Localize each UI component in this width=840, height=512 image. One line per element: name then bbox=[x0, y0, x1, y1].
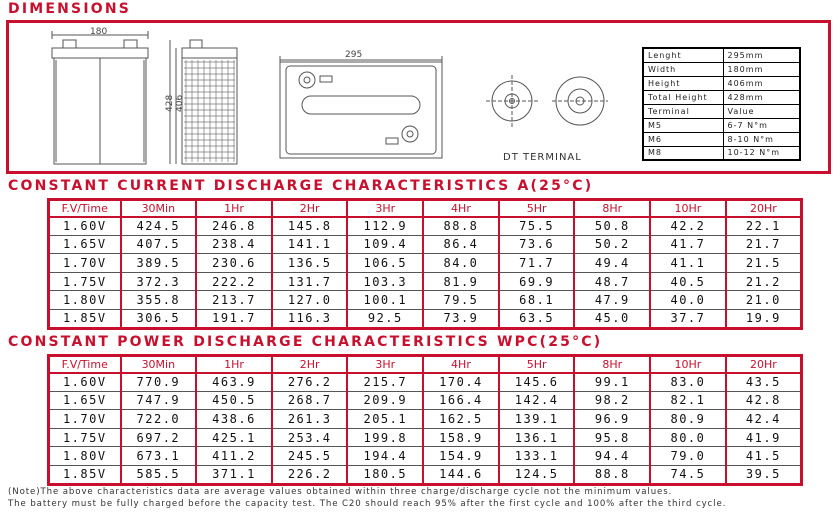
current-value-cell: 136.5 bbox=[272, 254, 348, 273]
spec-row bbox=[643, 76, 800, 90]
power-value-cell: 245.5 bbox=[272, 447, 348, 466]
power-value-cell: 194.4 bbox=[347, 447, 423, 466]
current-value-cell: 407.5 bbox=[121, 235, 197, 254]
power-value-cell: 697.2 bbox=[121, 428, 197, 447]
current-value-cell: 100.1 bbox=[347, 291, 423, 310]
power-value-cell: 205.1 bbox=[347, 410, 423, 429]
constant-current-title: CONSTANT CURRENT DISCHARGE CHARACTERISTICS A(25°C) bbox=[8, 178, 594, 194]
current-value-cell: 213.7 bbox=[196, 291, 272, 310]
current-value-cell: 40.0 bbox=[650, 291, 726, 310]
power-value-cell: 253.4 bbox=[272, 428, 348, 447]
current-header-cell: 30Min bbox=[121, 200, 197, 217]
total-height-label: 428 bbox=[165, 94, 175, 112]
power-value-cell: 425.1 bbox=[196, 428, 272, 447]
top-view-drawing bbox=[280, 56, 442, 158]
power-value-cell: 770.9 bbox=[121, 373, 197, 392]
power-value-cell: 158.9 bbox=[423, 428, 499, 447]
spec-row bbox=[643, 146, 800, 160]
power-value-cell: 276.2 bbox=[272, 373, 348, 392]
spec-value: Value bbox=[723, 104, 800, 118]
front-view-drawing bbox=[52, 31, 148, 164]
current-value-cell: 45.0 bbox=[574, 309, 650, 328]
top-length-label: 295 bbox=[345, 50, 363, 60]
power-value-cell: 41.5 bbox=[726, 447, 802, 466]
power-header-cell: 20Hr bbox=[726, 356, 802, 373]
power-value-cell: 722.0 bbox=[121, 410, 197, 429]
power-value-cell: 144.6 bbox=[423, 465, 499, 484]
spec-label: Width bbox=[643, 62, 723, 76]
spec-label: M6 bbox=[643, 132, 723, 146]
power-header-cell: F.V/Time bbox=[49, 356, 121, 373]
power-value-cell: 142.4 bbox=[499, 391, 575, 410]
current-value-cell: 41.1 bbox=[650, 254, 726, 273]
power-voltage-cell: 1.75V bbox=[49, 428, 121, 447]
current-voltage-cell: 1.85V bbox=[62, 311, 107, 326]
constant-power-title: CONSTANT POWER DISCHARGE CHARACTERISTICS WPC(25°C) bbox=[8, 334, 603, 350]
current-row bbox=[49, 291, 802, 310]
power-value-cell: 463.9 bbox=[196, 373, 272, 392]
power-header-cell: 5Hr bbox=[499, 356, 575, 373]
power-value-cell: 170.4 bbox=[423, 373, 499, 392]
spec-label: Total Height bbox=[643, 90, 723, 104]
spec-label: M5 bbox=[643, 118, 723, 132]
current-value-cell: 106.5 bbox=[347, 254, 423, 273]
power-value-cell: 261.3 bbox=[272, 410, 348, 429]
current-value-cell: 47.9 bbox=[574, 291, 650, 310]
power-voltage-cell: 1.65V bbox=[49, 391, 121, 410]
current-value-cell: 37.7 bbox=[650, 309, 726, 328]
power-header-cell: 30Min bbox=[121, 356, 197, 373]
power-value-cell: 99.1 bbox=[574, 373, 650, 392]
spec-label: Lenght bbox=[643, 48, 723, 62]
current-header-cell: 1Hr bbox=[196, 200, 272, 217]
power-value-cell: 450.5 bbox=[196, 391, 272, 410]
spec-label: Height bbox=[643, 76, 723, 90]
power-value-cell: 139.1 bbox=[499, 410, 575, 429]
current-row bbox=[49, 272, 802, 291]
power-row bbox=[49, 447, 802, 466]
power-row bbox=[49, 428, 802, 447]
current-value-cell: 79.5 bbox=[423, 291, 499, 310]
current-voltage-cell: 1.80V bbox=[49, 291, 121, 310]
current-value-cell: 145.8 bbox=[272, 217, 348, 236]
power-row bbox=[49, 373, 802, 392]
spec-row bbox=[643, 62, 800, 76]
power-value-cell: 166.4 bbox=[423, 391, 499, 410]
current-header-cell: F.V/Time bbox=[49, 200, 121, 217]
current-value-cell: 109.4 bbox=[347, 235, 423, 254]
power-value-cell: 136.1 bbox=[499, 428, 575, 447]
current-value-cell: 50.8 bbox=[574, 217, 650, 236]
current-value-cell: 389.5 bbox=[121, 254, 197, 273]
spec-value: 6-7 N°m bbox=[723, 118, 800, 132]
current-value-cell: 19.9 bbox=[726, 309, 802, 328]
power-value-cell: 411.2 bbox=[196, 447, 272, 466]
current-voltage-cell: 1.70V bbox=[49, 254, 121, 273]
power-header-cell: 10Hr bbox=[650, 356, 726, 373]
current-value-cell: 81.9 bbox=[423, 272, 499, 291]
spec-row bbox=[643, 90, 800, 104]
power-value-cell: 43.5 bbox=[726, 373, 802, 392]
power-value-cell: 80.0 bbox=[650, 428, 726, 447]
current-value-cell: 191.7 bbox=[196, 309, 272, 328]
power-value-cell: 39.5 bbox=[726, 465, 802, 484]
power-voltage-cell: 1.85V bbox=[62, 467, 107, 482]
current-header-cell: 2Hr bbox=[272, 200, 348, 217]
power-row bbox=[49, 410, 802, 429]
current-row bbox=[49, 309, 802, 328]
power-value-cell: 199.8 bbox=[347, 428, 423, 447]
current-value-cell: 372.3 bbox=[121, 272, 197, 291]
power-voltage-cell: 1.70V bbox=[49, 410, 121, 429]
power-value-cell: 82.1 bbox=[650, 391, 726, 410]
spec-value: 10-12 N°m bbox=[723, 146, 800, 160]
spec-value: 295mm bbox=[723, 48, 800, 62]
power-value-cell: 80.9 bbox=[650, 410, 726, 429]
current-value-cell: 49.4 bbox=[574, 254, 650, 273]
power-voltage-cell: 1.80V bbox=[49, 447, 121, 466]
current-value-cell: 103.3 bbox=[347, 272, 423, 291]
current-value-cell: 68.1 bbox=[499, 291, 575, 310]
power-value-cell: 42.4 bbox=[726, 410, 802, 429]
power-value-cell: 133.1 bbox=[499, 447, 575, 466]
current-value-cell: 21.0 bbox=[726, 291, 802, 310]
power-value-cell: 154.9 bbox=[423, 447, 499, 466]
spec-row bbox=[643, 104, 800, 118]
spec-row bbox=[643, 118, 800, 132]
current-header-cell: 10Hr bbox=[650, 200, 726, 217]
current-value-cell: 355.8 bbox=[121, 291, 197, 310]
current-header-cell: 20Hr bbox=[726, 200, 802, 217]
spec-value: 180mm bbox=[723, 62, 800, 76]
current-value-cell: 141.1 bbox=[272, 235, 348, 254]
power-value-cell: 209.9 bbox=[347, 391, 423, 410]
current-value-cell: 86.4 bbox=[423, 235, 499, 254]
current-voltage-cell: 1.65V bbox=[49, 235, 121, 254]
note-line-1: (Note)The above characteristics data are average values obtained within three charge/discharge cycle not the minimum values. bbox=[8, 487, 673, 497]
power-voltage-cell: 1.60V bbox=[49, 373, 121, 392]
spec-value: 406mm bbox=[723, 76, 800, 90]
power-value-cell: 42.8 bbox=[726, 391, 802, 410]
power-value-cell: 438.6 bbox=[196, 410, 272, 429]
current-value-cell: 88.8 bbox=[423, 217, 499, 236]
power-value-cell: 96.9 bbox=[574, 410, 650, 429]
current-header-cell: 8Hr bbox=[574, 200, 650, 217]
power-value-cell: 162.5 bbox=[423, 410, 499, 429]
current-value-cell: 116.3 bbox=[272, 309, 348, 328]
power-value-cell: 79.0 bbox=[650, 447, 726, 466]
power-value-cell: 98.2 bbox=[574, 391, 650, 410]
power-header-cell: 3Hr bbox=[347, 356, 423, 373]
current-value-cell: 63.5 bbox=[499, 309, 575, 328]
spec-row bbox=[643, 132, 800, 146]
spec-value: 428mm bbox=[723, 90, 800, 104]
dt-terminal-label: DT TERMINAL bbox=[503, 152, 582, 163]
current-value-cell: 75.5 bbox=[499, 217, 575, 236]
power-value-cell: 215.7 bbox=[347, 373, 423, 392]
terminal-drawing bbox=[486, 75, 608, 127]
current-value-cell: 71.7 bbox=[499, 254, 575, 273]
current-header-cell: 5Hr bbox=[499, 200, 575, 217]
current-row bbox=[49, 254, 802, 273]
constant-current-table bbox=[47, 198, 803, 330]
current-value-cell: 21.2 bbox=[726, 272, 802, 291]
current-value-cell: 246.8 bbox=[196, 217, 272, 236]
front-width-label: 180 bbox=[90, 27, 108, 37]
current-value-cell: 21.5 bbox=[726, 254, 802, 273]
current-value-cell: 42.2 bbox=[650, 217, 726, 236]
power-value-cell: 673.1 bbox=[121, 447, 197, 466]
current-value-cell: 424.5 bbox=[121, 217, 197, 236]
current-value-cell: 131.7 bbox=[272, 272, 348, 291]
height-label: 406 bbox=[175, 94, 185, 112]
dimensions-title: DIMENSIONS bbox=[8, 1, 132, 17]
power-header-cell: 1Hr bbox=[196, 356, 272, 373]
power-value-cell: 226.2 bbox=[272, 465, 348, 484]
current-value-cell: 40.5 bbox=[650, 272, 726, 291]
power-value-cell: 83.0 bbox=[650, 373, 726, 392]
current-value-cell: 48.7 bbox=[574, 272, 650, 291]
power-header-cell: 2Hr bbox=[272, 356, 348, 373]
power-value-cell: 88.8 bbox=[574, 465, 650, 484]
power-row bbox=[49, 465, 802, 484]
current-value-cell: 306.5 bbox=[121, 309, 197, 328]
current-row bbox=[49, 217, 802, 236]
power-value-cell: 585.5 bbox=[121, 465, 197, 484]
current-value-cell: 21.7 bbox=[726, 235, 802, 254]
current-value-cell: 127.0 bbox=[272, 291, 348, 310]
spec-value: 8-10 N°m bbox=[723, 132, 800, 146]
power-header-cell: 4Hr bbox=[423, 356, 499, 373]
current-value-cell: 41.7 bbox=[650, 235, 726, 254]
current-value-cell: 69.9 bbox=[499, 272, 575, 291]
power-value-cell: 94.4 bbox=[574, 447, 650, 466]
power-value-cell: 41.9 bbox=[726, 428, 802, 447]
current-voltage-cell: 1.75V bbox=[49, 272, 121, 291]
current-header-cell: 4Hr bbox=[423, 200, 499, 217]
current-value-cell: 73.9 bbox=[423, 309, 499, 328]
current-value-cell: 230.6 bbox=[196, 254, 272, 273]
current-value-cell: 50.2 bbox=[574, 235, 650, 254]
spec-table bbox=[642, 47, 801, 161]
power-value-cell: 268.7 bbox=[272, 391, 348, 410]
power-row bbox=[49, 391, 802, 410]
power-value-cell: 145.6 bbox=[499, 373, 575, 392]
power-value-cell: 124.5 bbox=[499, 465, 575, 484]
power-value-cell: 747.9 bbox=[121, 391, 197, 410]
current-value-cell: 222.2 bbox=[196, 272, 272, 291]
current-value-cell: 238.4 bbox=[196, 235, 272, 254]
power-value-cell: 95.8 bbox=[574, 428, 650, 447]
current-row bbox=[49, 235, 802, 254]
spec-label: Terminal bbox=[643, 104, 723, 118]
constant-power-table bbox=[47, 354, 803, 486]
current-value-cell: 22.1 bbox=[726, 217, 802, 236]
power-value-cell: 371.1 bbox=[196, 465, 272, 484]
power-value-cell: 74.5 bbox=[650, 465, 726, 484]
spec-row bbox=[643, 48, 800, 62]
current-value-cell: 73.6 bbox=[499, 235, 575, 254]
current-value-cell: 84.0 bbox=[423, 254, 499, 273]
spec-label: M8 bbox=[643, 146, 723, 160]
current-value-cell: 92.5 bbox=[347, 309, 423, 328]
current-voltage-cell: 1.60V bbox=[49, 217, 121, 236]
power-header-cell: 8Hr bbox=[574, 356, 650, 373]
power-value-cell: 180.5 bbox=[347, 465, 423, 484]
note-line-2: The battery must be fully charged before the capacity test. The C20 should reach 95% after the first cycle and 100% after the third cycle. bbox=[8, 499, 727, 509]
current-value-cell: 112.9 bbox=[347, 217, 423, 236]
current-header-cell: 3Hr bbox=[347, 200, 423, 217]
